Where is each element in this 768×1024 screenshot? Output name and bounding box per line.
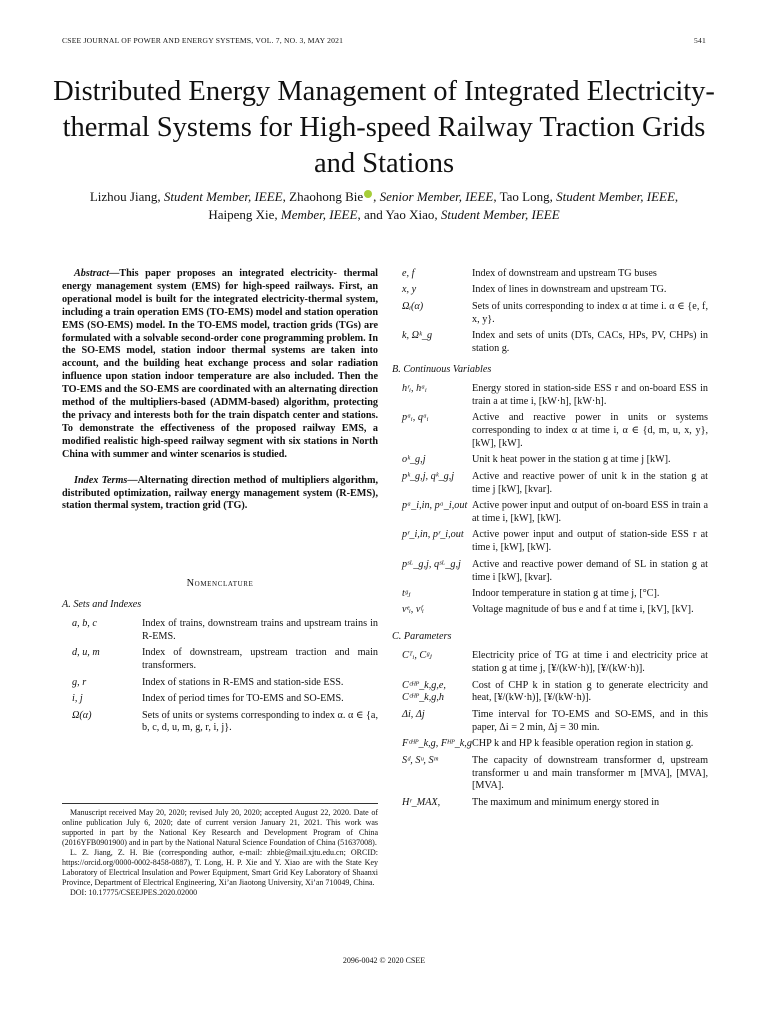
- nomenclature-symbol: pᵏ_g,j, qᵏ_g,j: [402, 470, 455, 482]
- nomenclature-symbol: oᵏ_g,j: [402, 454, 426, 466]
- nomenclature-definition: Active and reactive power of unit k in the station g at time j [kW], [kvar].: [472, 470, 708, 495]
- nomenclature-definition: Cost of CHP k in station g to generate electricity and heat, [¥/(kW·h)], [¥/(kW·h)].: [472, 679, 708, 704]
- sets-list: [62, 618, 378, 735]
- nomenclature-entry: [62, 647, 378, 673]
- nomenclature-symbol: Fᶜᴴᴾ_k,g, Fᴴᴾ_k,g: [402, 738, 472, 750]
- nomenclature-definition: Sets of units corresponding to index α at time i. α ∈ {e, f, x, y}.: [472, 300, 708, 325]
- nomenclature-entry: [392, 268, 708, 281]
- nomenclature-symbol: vᵉᵢ, vᶠᵢ: [402, 604, 424, 616]
- nomenclature-entry: [392, 284, 708, 297]
- author-name: , Tao Long,: [493, 189, 557, 204]
- nomenclature-symbol: g, r: [72, 676, 87, 688]
- nomenclature-definition: Active power input and output of on-board ESS in train a at time i, [kW], [kW].: [472, 500, 708, 524]
- author-membership: Student Member, IEEE: [556, 189, 675, 204]
- nomenclature-definition: The capacity of downstream transformer d, upstream transformer u and main transformer m [MVA], [MVA], [MVA].: [472, 754, 708, 792]
- author-name: , Zhaohong Bie: [282, 189, 364, 204]
- nomenclature-definition: Index of period times for TO-EMS and SO-EMS.: [142, 693, 344, 705]
- nomenclature-entry: [392, 650, 708, 676]
- nomenclature-entry: [392, 529, 708, 555]
- continuous-variables-list: [392, 383, 708, 618]
- nomenclature-symbol: pᵅᵢ, qᵅᵢ: [402, 412, 429, 424]
- footnote: [62, 803, 378, 898]
- nomenclature-definition: Time interval for TO-EMS and SO-EMS, and in this paper, Δi = 2 min, Δj = 30 min.: [472, 708, 708, 733]
- nomenclature-entry: [392, 559, 708, 585]
- nomenclature-symbol: pʳ_i,in, pʳ_i,out: [402, 529, 464, 541]
- nomenclature-definition: The maximum and minimum energy stored in: [472, 796, 660, 808]
- nomenclature-definition: Active power input and output of station-side ESS r at time i, [kW], [kW].: [472, 529, 708, 554]
- abstract-label: Abstract: [74, 268, 110, 279]
- index-terms-label: Index Terms: [74, 474, 128, 486]
- running-header: [62, 36, 706, 45]
- nomenclature-definition: Index of stations in R-EMS and station-side ESS.: [142, 676, 344, 688]
- author-membership: Member, IEEE: [280, 207, 358, 222]
- abstract: [62, 268, 378, 462]
- index-terms-text: —Alternating direction method of multipliers algorithm, distributed optimization, railway energy management system (R-EMS), station thermal system, traction grid (TG).: [62, 474, 378, 512]
- left-column: [62, 268, 378, 739]
- orcid-icon[interactable]: [364, 190, 372, 198]
- paper-title: Distributed Energy Management of Integrated Electricity-thermal Systems for High-speed Railway Traction Grids and Stations: [53, 76, 715, 179]
- doi-link[interactable]: DOI: 10.17775/CSEEJPES.2020.02000: [70, 888, 198, 897]
- nomenclature-entry: [392, 500, 708, 526]
- nomenclature-symbol: a, b, c: [72, 618, 97, 630]
- nomenclature-definition: Active and reactive power demand of SL in station g at time i [kW], [kvar].: [472, 558, 708, 583]
- nomenclature-entry: [392, 604, 708, 617]
- nomenclature-entry: [62, 677, 378, 690]
- nomenclature-definition: Index of lines in downstream and upstream TG.: [472, 284, 667, 296]
- nomenclature-entry: [392, 383, 708, 409]
- nomenclature-symbol: i, j: [72, 693, 83, 705]
- page-number: 541: [694, 36, 706, 45]
- nomenclature-symbol: x, y: [402, 284, 417, 296]
- parameters-list: [392, 650, 708, 809]
- nomenclature-symbol: Hʳ_MAX,: [402, 796, 441, 808]
- author-name: Lizhou Jiang,: [89, 189, 164, 204]
- nomenclature-definition: Electricity price of TG at time i and electricity price at station g at time j, [¥/(kW·h)], [¥/(kW·h)].: [472, 650, 708, 675]
- nomenclature-definition: Sets of units or systems corresponding to index α. α ∈ {a, b, c, d, u, m, g, r, i, j}.: [142, 709, 378, 734]
- author-membership: Senior Member, IEEE: [379, 189, 494, 204]
- author-membership: Student Member, IEEE: [440, 207, 560, 222]
- nomenclature-entry: [62, 693, 378, 706]
- nomenclature-entry: [392, 301, 708, 327]
- nomenclature-entry: [392, 680, 708, 706]
- nomenclature-symbol: pˢᴸ_g,j, qˢᴸ_g,j: [402, 558, 461, 570]
- nomenclature-entry: [392, 755, 708, 794]
- author-list: Lizhou Jiang, Student Member, IEEE, Zhaohong Bie , Senior Member, IEEE, Tao Long, Student Member, IEEE, Haipeng Xie, Member, IEEE, and Yao Xiao, Student Member, IEEE: [89, 189, 679, 222]
- nomenclature-entry: [392, 471, 708, 497]
- nomenclature-symbol: d, u, m: [72, 647, 100, 659]
- journal-name: CSEE JOURNAL OF POWER AND ENERGY SYSTEMS, VOL. 7, NO. 3, MAY 2021: [62, 36, 344, 45]
- nomenclature-entry: [392, 588, 708, 601]
- footnote-paragraph: Manuscript received May 20, 2020; revised July 20, 2020; accepted August 22, 2020. Date of online publication July 6, 2020; date of current version January 21, 2021. This work was supported in part by the National Key Research and Development Program of China (2016YFB0901900) and in part by the National Natural Science Foundation of China (51637008).: [62, 808, 378, 847]
- footnote-paragraph: L. Z. Jiang, Z. H. Bie (corresponding author, e-mail: zhbie@mail.xjtu.edu.cn; ORCID: https://orcid.org/0000-0002-8458-0887), T. Long, H. P. Xie and Y. Xiao are with the State Key Laboratory of Electrical Insulation and Power Equipment, Smart Grid Key Laboratory of Shaanxi Province, Department of Electrical Engineering, Xi’an Jiaotong University, Xi’an 710049, China.: [62, 848, 378, 887]
- nomenclature-entry: [392, 709, 708, 735]
- right-column: [392, 268, 708, 813]
- nomenclature-definition: CHP k and HP k feasible operation region in station g.: [472, 738, 694, 750]
- nomenclature-entry: [392, 412, 708, 451]
- nomenclature-definition: Index of downstream, upstream traction and main transformers.: [142, 647, 378, 672]
- nomenclature-definition: Active and reactive power in units or systems corresponding to index α at time i, α ∈ {d, m, u, x, y}, [kW], [kW].: [472, 412, 708, 449]
- nomenclature-symbol: Cᵀᵢ, Cᵍⱼ: [402, 650, 432, 662]
- sets-list-continued: [392, 268, 708, 356]
- nomenclature-entry: [62, 710, 378, 736]
- abstract-text: —This paper proposes an integrated electricity- thermal energy management system (EMS) for high-speed railways. First, an operational model is built for the integrated electricity-thermal system, including a train operation EMS (TO-EMS) model and station operation EMS (SO-EMS) model. In the TO-EMS model, traction grids (TGs) are formulated with a solvable second-order cone programming problem. In the SO-EMS model, station indoor thermal systems are taken into account, and the building heat exchange process and solar radiation influence upon station indoor temperature are also included. Then the TO-EMS and the SO-EMS are coordinated with an alternating direction method of the multipliers-based (ADMM-based) algorithm, protecting the privacy and interests both for the train dispatch center and stations. To demonstrate the effectiveness of the proposed railway EMS, a modified realistic high-speed railway segment with six stations in North China with summer and winter scenarios is studied.: [62, 268, 378, 460]
- nomenclature-entry: [392, 738, 708, 751]
- nomenclature-symbol: hʳᵢ, hᵃᵢ: [402, 382, 427, 394]
- nomenclature-symbol: Ω(α): [72, 709, 92, 721]
- section-heading: B. Continuous Variables: [392, 363, 492, 375]
- nomenclature-symbol: Sᵈ, Sᵘ, Sᵐ: [402, 754, 438, 766]
- page-footer: 2096-0042 © 2020 CSEE: [342, 956, 426, 965]
- author-membership: Student Member, IEEE: [163, 189, 283, 204]
- author-name: Haipeng Xie,: [208, 207, 281, 222]
- section-heading: C. Parameters: [392, 631, 452, 643]
- nomenclature-symbol: Ωᵢ(α): [402, 300, 424, 312]
- author-name: , and Yao Xiao,: [357, 207, 441, 222]
- nomenclature-definition: Index of downstream and upstream TG buses: [472, 268, 657, 279]
- nomenclature-definition: Indoor temperature in station g at time j, [°C].: [472, 588, 660, 600]
- nomenclature-definition: Unit k heat power in the station g at time j [kW].: [472, 454, 671, 466]
- nomenclature-heading: Nomenclature: [186, 578, 254, 590]
- nomenclature-entry: [392, 454, 708, 467]
- nomenclature-symbol: tᵍⱼ: [402, 588, 411, 600]
- nomenclature-definition: Energy stored in station-side ESS r and on-board ESS in train a at time i, [kW·h], [kW·h].: [472, 382, 708, 407]
- nomenclature-symbol: e, f: [402, 268, 415, 279]
- nomenclature-symbol: pᵃ_i,in, pᵃ_i,out: [402, 500, 468, 512]
- nomenclature-entry: [392, 330, 708, 356]
- nomenclature-definition: Index of trains, downstream trains and upstream trains in R-EMS.: [142, 618, 378, 643]
- nomenclature-entry: [392, 797, 708, 810]
- nomenclature-definition: Voltage magnitude of bus e and f at time i, [kV], [kV].: [472, 604, 694, 616]
- nomenclature-entry: [62, 618, 378, 644]
- index-terms: [62, 475, 378, 514]
- section-heading: A. Sets and Indexes: [62, 599, 142, 611]
- nomenclature-symbol: Δi, Δj: [402, 708, 425, 720]
- nomenclature-symbol: k, Ωᵏ_g: [402, 330, 433, 342]
- nomenclature-definition: Index and sets of units (DTs, CACs, HPs, PV, CHPs) in station g.: [472, 330, 708, 355]
- nomenclature-symbol: Cᶜᴴᴾ_k,g,e, Cᶜᴴᴾ_k,g,h: [402, 679, 446, 704]
